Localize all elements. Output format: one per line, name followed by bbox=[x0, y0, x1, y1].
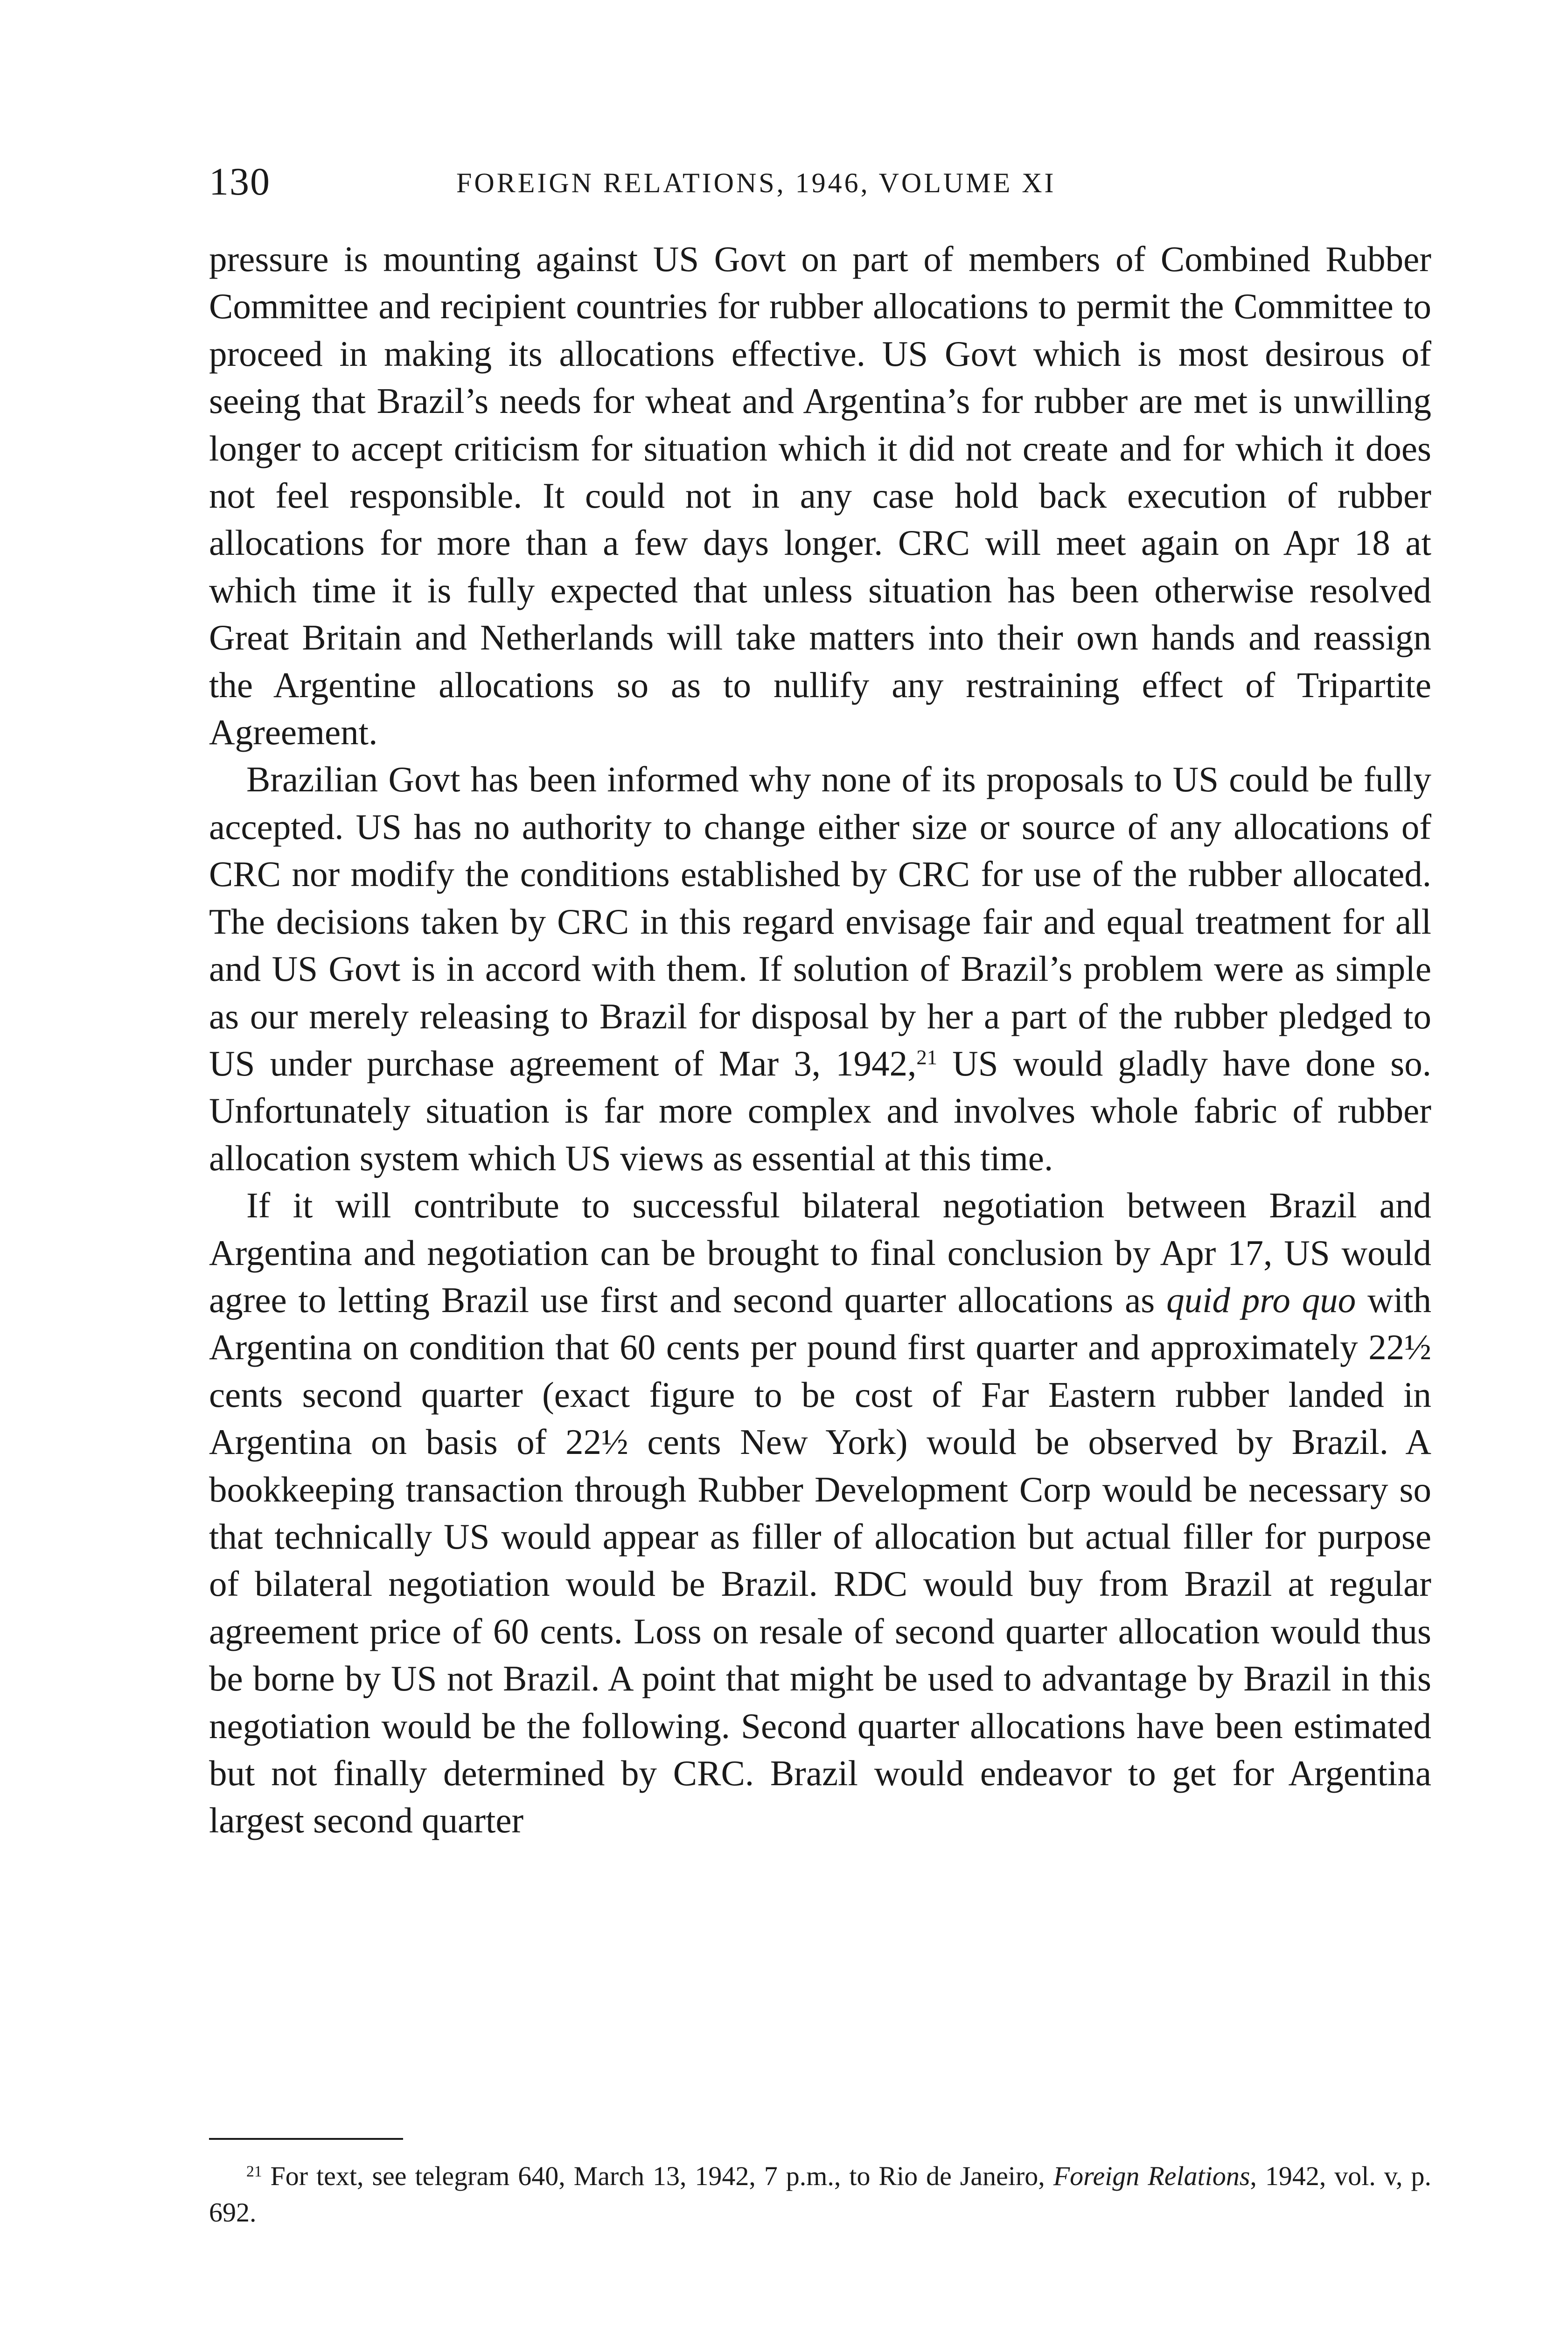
running-head bbox=[209, 159, 1431, 210]
footnote bbox=[209, 2158, 1431, 2231]
italic-phrase: quid pro quo bbox=[1166, 1279, 1356, 1320]
page-number: 130 bbox=[209, 160, 271, 203]
paragraph bbox=[209, 1182, 1431, 1844]
footnote-text: For text, see telegram 640, March 13, 1942, 7 p.m., to Rio de Janeiro, bbox=[262, 2161, 1053, 2191]
footnote-italic-title: Foreign Relations bbox=[1053, 2161, 1250, 2191]
footnote-divider bbox=[209, 2138, 403, 2140]
running-title: FOREIGN RELATIONS, 1946, VOLUME XI bbox=[456, 168, 1056, 198]
body-text bbox=[209, 236, 1431, 1844]
footnote-reference: 21 bbox=[916, 1045, 938, 1069]
text-run: pressure is mounting against US Govt on part of members of Combined Rubber Committee and recipient countries for rubber allocations to permit the Committee to proceed in making its allocations effective. US Govt which is most desirous of seeing that Brazil’s needs for wheat and Argentina’s for rubber are met is unwilling longer to accept criticism for situation which it did not create and for which it does not feel responsible. It could not in any case hold back execution of rubber allocations for more than a few days longer. CRC will meet again on Apr 18 at which time it is fully expected that unless situation has been otherwise resolved Great Britain and Netherlands will take matters into their own hands and reassign the Argentine allocations so as to nullify any restraining effect of Tripartite Agreement. bbox=[209, 239, 1431, 753]
text-run: US would gladly have done so. Unfortunately situation is far more complex and involves whole fabric of rubber allocation system which US views as essential at this time. bbox=[209, 1043, 1431, 1178]
paragraph bbox=[209, 236, 1431, 756]
footnote-marker: 21 bbox=[246, 2163, 262, 2180]
text-run: If it will contribute to successful bilateral negotiation between Brazil and Argentina and negotiation can be brought to final conclusion by Apr 17, US would agree to letting Brazil use first and second quarter allocations as bbox=[209, 1185, 1431, 1320]
footnote-text: , 1942, vol. v, p. 692. bbox=[209, 2161, 1431, 2228]
paragraph bbox=[209, 756, 1431, 1182]
text-run: with Argentina on condition that 60 cents per pound first quarter and approximately 22½ cents second quarter (exact figure to be cost of Far Eastern rubber landed in Argentina on basis of 22½ cents New York) would be observed by Brazil. A bookkeeping transaction through Rubber Development Corp would be necessary so that technically US would appear as filler of allocation but actual filler for purpose of bilateral negotiation would be Brazil. RDC would buy from Brazil at regular agreement price of 60 cents. Loss on resale of second quarter allocation would thus be borne by US not Brazil. A point that might be used to advantage by Brazil in this negotiation would be the following. Second quarter allocations have been estimated but not finally determined by CRC. Brazil would endeavor to get for Argentina largest second quarter bbox=[209, 1279, 1431, 1841]
text-run: Brazilian Govt has been informed why none of its proposals to US could be fully accepted. US has no authority to change either size or source of any allocations of CRC nor modify the conditions established by CRC for use of the rubber allocated. The decisions taken by CRC in this regard envisage fair and equal treatment for all and US Govt is in accord with them. If solution of Brazil’s problem were as simple as our merely releasing to Brazil for disposal by her a part of the rubber pledged to US under purchase agreement of Mar 3, 1942, bbox=[209, 759, 1431, 1083]
